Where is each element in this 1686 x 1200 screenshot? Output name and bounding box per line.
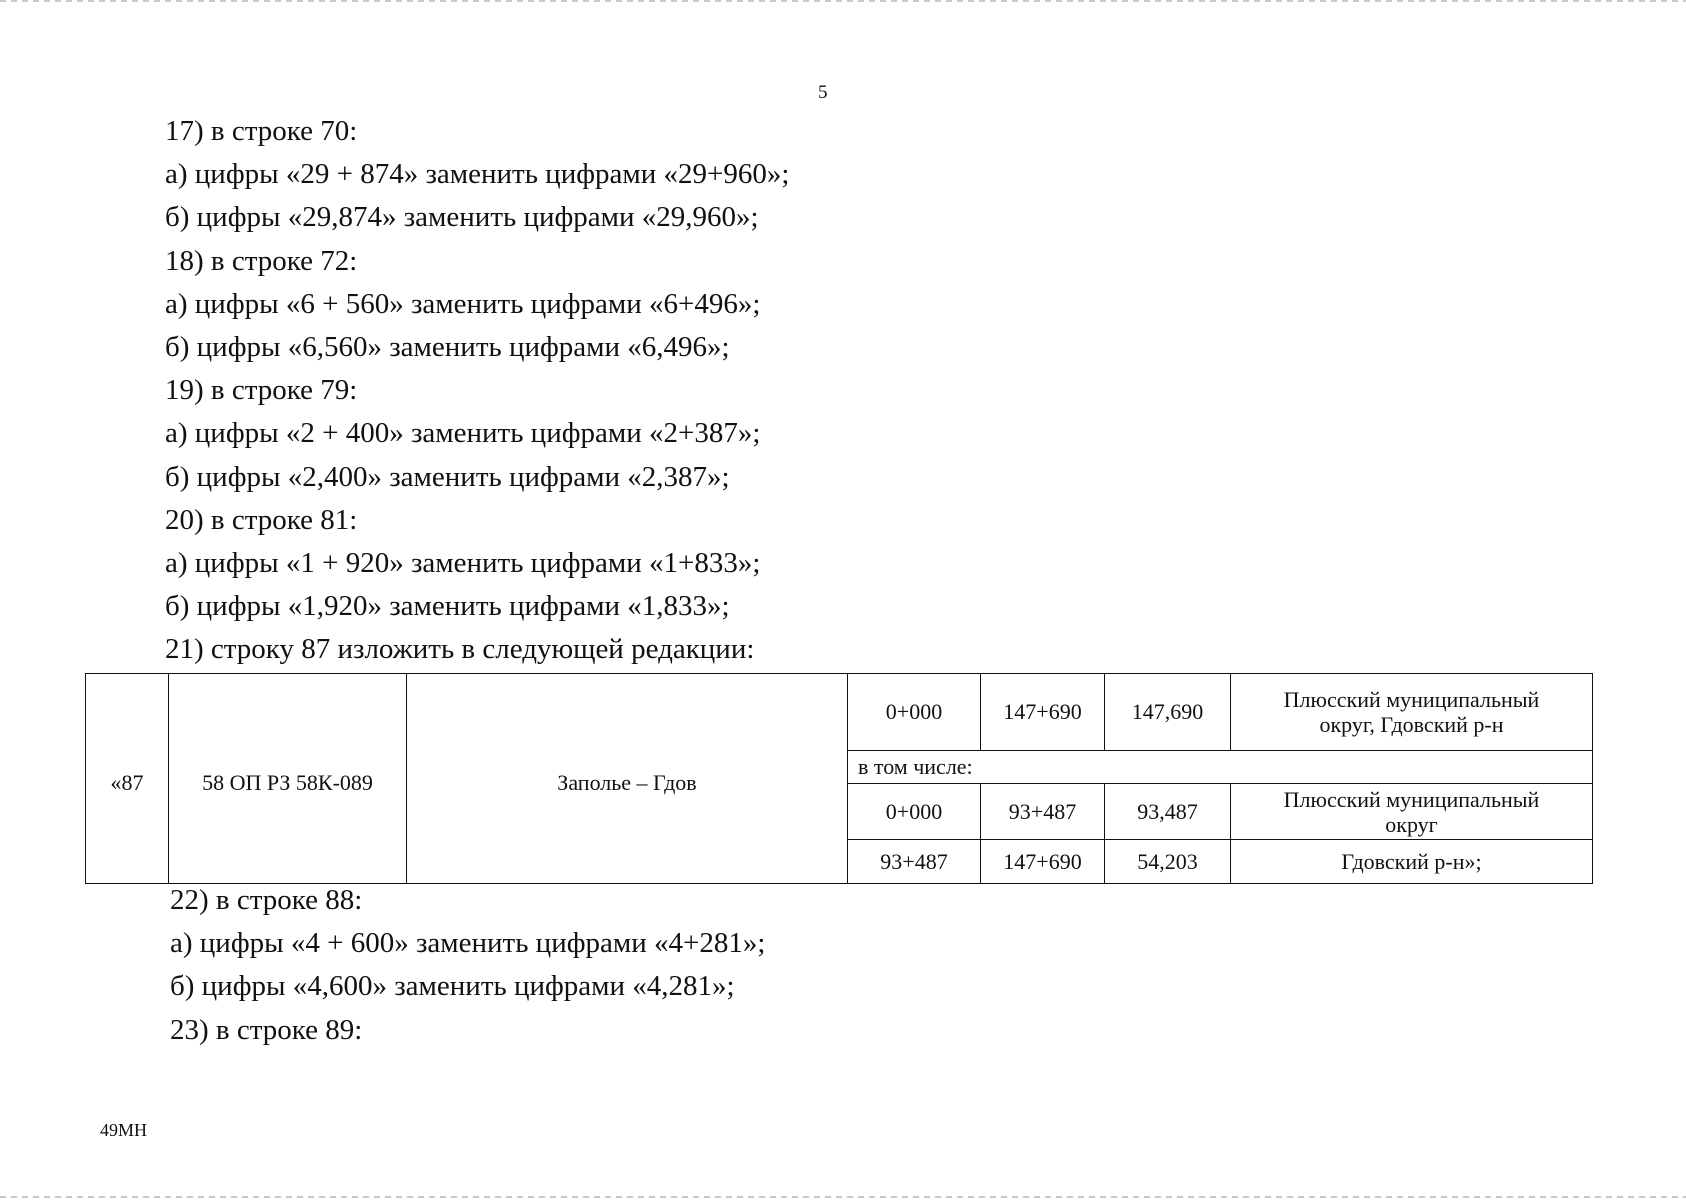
region-cell (1231, 784, 1593, 840)
region-line: округ (1385, 811, 1438, 837)
end-km-cell: 93+487 (981, 784, 1105, 840)
region-line: Плюсский муниципальный (1283, 786, 1540, 812)
amendment-list-bottom (170, 879, 765, 1052)
amendment-line: б) цифры «6,560» заменить цифрами «6,496»; (165, 330, 730, 363)
road-row-87-table (85, 673, 1593, 884)
amendment-line: а) цифры «1 + 920» заменить цифрами «1+833»; (165, 546, 761, 579)
end-km-cell: 147+690 (981, 840, 1105, 884)
start-km-cell: 0+000 (848, 784, 981, 840)
amendment-line: а) цифры «6 + 560» заменить цифрами «6+496»; (165, 287, 761, 320)
start-km-cell: 93+487 (848, 840, 981, 884)
amendment-line: 23) в строке 89: (170, 1013, 363, 1046)
amendment-list-top (165, 110, 789, 671)
amendment-line: 17) в строке 70: (165, 115, 358, 147)
amendment-line: б) цифры «2,400» заменить цифрами «2,387»; (165, 460, 730, 493)
amendment-line: 18) в строке 72: (165, 244, 358, 277)
region-line: Гдовский р-н»; (1341, 849, 1482, 874)
table-row-main (86, 674, 1593, 751)
subheading-cell: в том числе: (848, 751, 1593, 784)
road-name-cell: Заполье – Гдов (407, 674, 848, 884)
amendment-line: 20) в строке 81: (165, 503, 358, 536)
amendment-line: 21) строку 87 изложить в следующей редакции: (165, 633, 755, 666)
amendment-line: а) цифры «4 + 600» заменить цифрами «4+281»; (170, 927, 766, 960)
row-number-cell: «87 (86, 674, 169, 884)
region-line: округ, Гдовский р-н (1319, 712, 1504, 737)
region-cell (1231, 840, 1593, 884)
scan-edge-top (0, 0, 1686, 2)
amendment-line: б) цифры «29,874» заменить цифрами «29,960»; (165, 201, 759, 234)
page-number: 5 (818, 82, 828, 103)
scan-edge-bottom (0, 1196, 1686, 1198)
start-km-cell: 0+000 (848, 674, 981, 751)
length-cell: 93,487 (1105, 784, 1231, 840)
amendment-line: б) цифры «4,600» заменить цифрами «4,281»; (170, 970, 735, 1003)
amendment-line: б) цифры «1,920» заменить цифрами «1,833»; (165, 590, 730, 623)
region-line: Плюсский муниципальный (1283, 687, 1540, 712)
length-cell: 54,203 (1105, 840, 1231, 884)
region-cell (1231, 674, 1593, 751)
amendment-line: а) цифры «2 + 400» заменить цифрами «2+387»; (165, 417, 761, 450)
amendment-line: 19) в строке 79: (165, 374, 358, 407)
end-km-cell: 147+690 (981, 674, 1105, 751)
document-code: 49МН (100, 1120, 148, 1140)
length-cell: 147,690 (1105, 674, 1231, 751)
amendment-line: 22) в строке 88: (170, 884, 363, 916)
amendment-line: а) цифры «29 + 874» заменить цифрами «29+960»; (165, 158, 790, 191)
road-code-cell: 58 ОП РЗ 58К-089 (169, 674, 407, 884)
